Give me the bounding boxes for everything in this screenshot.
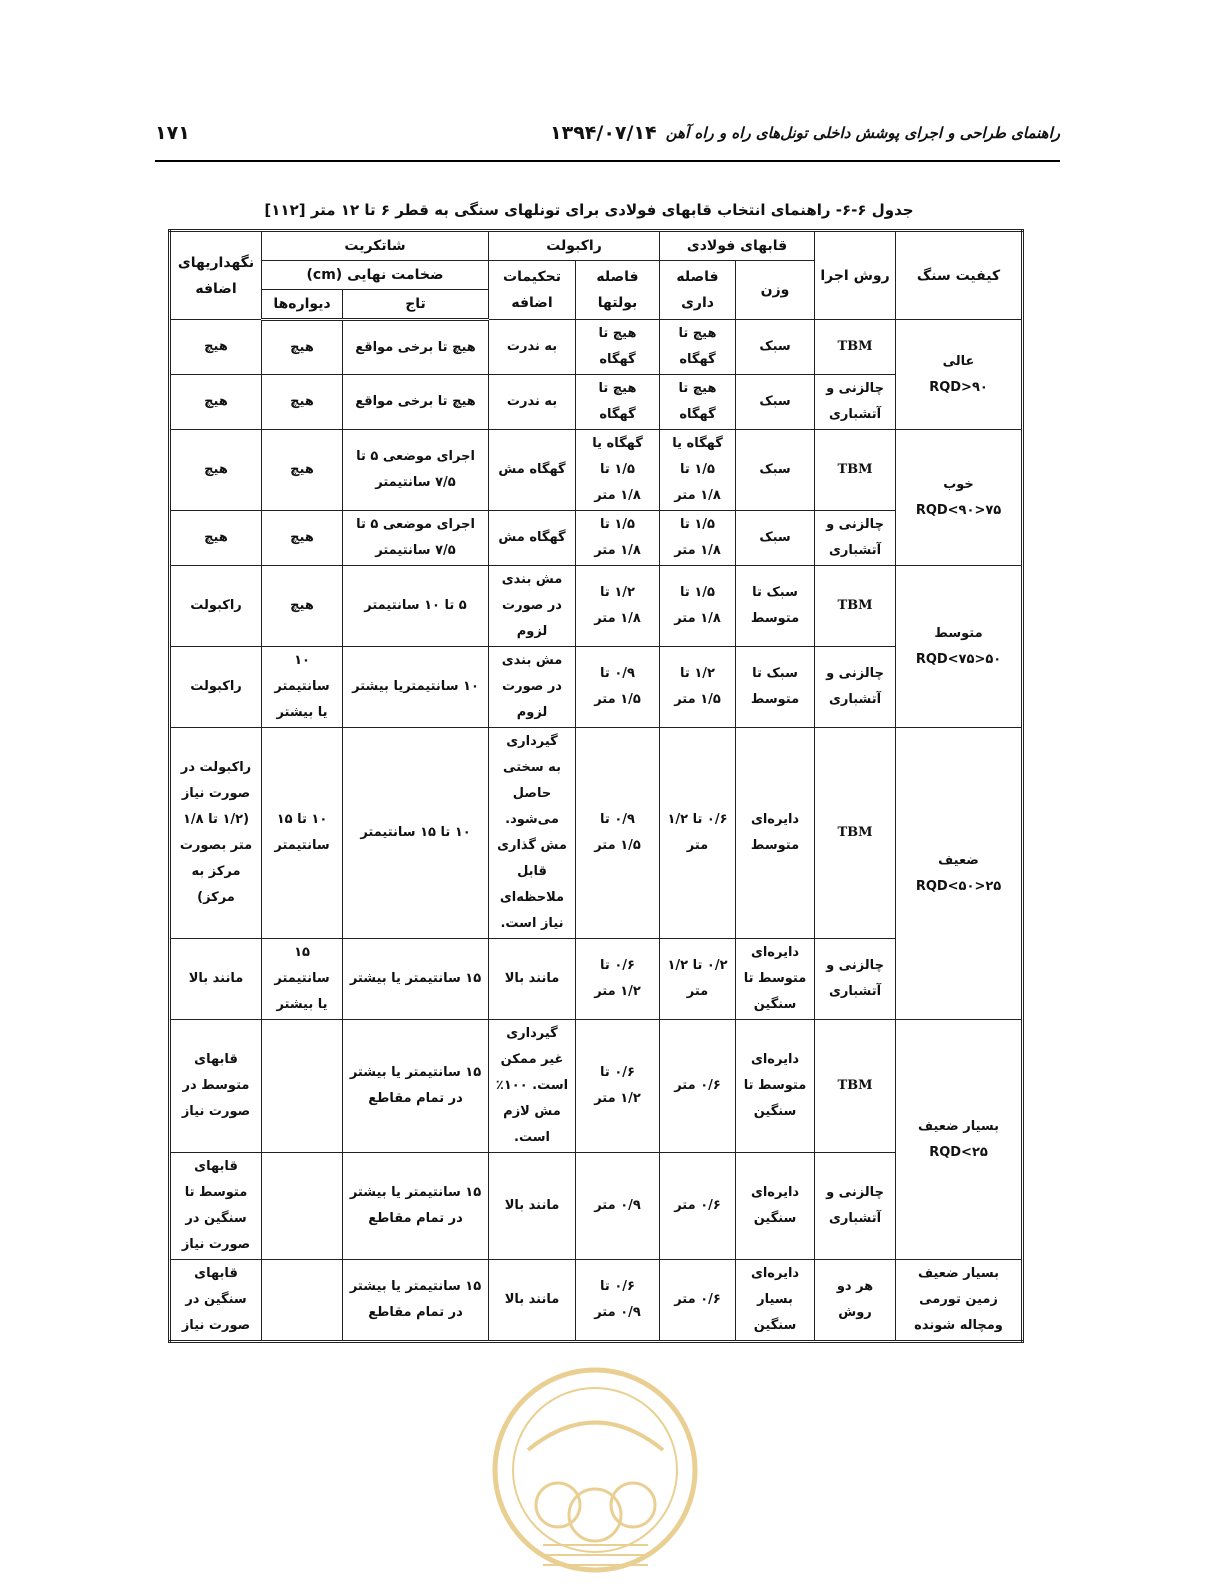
rock-quality-cell: بسیار ضعیف RQD<۲۵ (896, 1020, 1023, 1260)
rock-quality-cell: متوسط ۵۰<RQD<۷۵ (896, 566, 1023, 728)
table-row (170, 430, 1023, 511)
additional-support-cell: راکبولت (170, 647, 262, 728)
table-row (170, 647, 1023, 728)
spacing-cell: ۱/۲ تا ۱/۵ متر (660, 647, 736, 728)
weight-cell: دایره‌ای بسیار سنگین (736, 1260, 815, 1342)
extra-reinforcement-cell: گهگاه مش (489, 511, 576, 566)
additional-support-cell: هیچ (170, 430, 262, 511)
spacing-cell: ۱/۵ تا ۱/۸ متر (660, 566, 736, 647)
additional-support-cell: قابهای سنگین در صورت نیاز (170, 1260, 262, 1342)
extra-reinforcement-cell: به ندرت (489, 375, 576, 430)
walls-cell: ۱۰ سانتیمتر یا بیشتر (262, 647, 343, 728)
weight-cell: دایره‌ای سنگین (736, 1153, 815, 1260)
bolt-spacing-cell: گهگاه یا ۱/۵ تا ۱/۸ متر (576, 430, 660, 511)
table-row (170, 1260, 1023, 1342)
crown-cell: هیچ تا برخی مواقع (343, 375, 489, 430)
page-header (155, 120, 1060, 160)
method-cell: چالزنی و آتشباری (815, 511, 896, 566)
header-shotcrete: شاتکریت (262, 231, 489, 261)
extra-reinforcement-cell: مانند بالا (489, 939, 576, 1020)
method-cell: TBM (815, 430, 896, 511)
method-cell: چالزنی و آتشباری (815, 375, 896, 430)
extra-reinforcement-cell: مش بندی در صورت لزوم (489, 647, 576, 728)
bolt-spacing-cell: ۰/۶ تا ۰/۹ متر (576, 1260, 660, 1342)
bolt-spacing-cell: هیچ تا گهگاه (576, 320, 660, 375)
header-final-thickness: ضخامت نهایی (cm) (262, 261, 489, 290)
crown-cell: اجرای موضعی ۵ تا ۷/۵ سانتیمتر (343, 430, 489, 511)
method-cell: TBM (815, 1020, 896, 1153)
rock-quality-cell: ضعیف ۲۵<RQD<۵۰ (896, 728, 1023, 1020)
spacing-cell: ۰/۶ متر (660, 1260, 736, 1342)
table-row (170, 511, 1023, 566)
additional-support-cell: راکبولت در صورت نیاز (۱/۲ تا ۱/۸ متر بصورت مرکز به مرکز) (170, 728, 262, 939)
additional-support-cell: هیچ (170, 320, 262, 375)
extra-reinforcement-cell: گیرداری به سختی حاصل می‌شود. مش گذاری قابل ملاحظه‌ای نیاز است. (489, 728, 576, 939)
header-rock-quality: کیفیت سنگ (896, 231, 1023, 320)
table-row (170, 1153, 1023, 1260)
crown-cell: ۱۰ تا ۱۵ سانتیمتر (343, 728, 489, 939)
extra-reinforcement-cell: مانند بالا (489, 1260, 576, 1342)
page-number: ۱۷۱ (155, 122, 190, 144)
additional-support-cell: هیچ (170, 375, 262, 430)
additional-support-cell: مانند بالا (170, 939, 262, 1020)
bolt-spacing-cell: ۰/۶ تا ۱/۲ متر (576, 1020, 660, 1153)
table-row (170, 728, 1023, 939)
header-rockbolt: راکبولت (489, 231, 660, 261)
weight-cell: دایره‌ای متوسط (736, 728, 815, 939)
rock-quality-cell: خوب ۷۵<RQD<۹۰ (896, 430, 1023, 566)
table-caption: جدول ۶-۶- راهنمای انتخاب قابهای فولادی برای تونلهای سنگی به قطر ۶ تا ۱۲ متر [۱۱۲] (264, 201, 914, 219)
spacing-cell: ۰/۲ تا ۱/۲ متر (660, 939, 736, 1020)
method-cell: TBM (815, 566, 896, 647)
walls-cell: هیچ (262, 320, 343, 375)
method-cell: چالزنی و آتشباری (815, 1153, 896, 1260)
spacing-cell: هیچ تا گهگاه (660, 320, 736, 375)
table-row (170, 320, 1023, 375)
header-weight: وزن (736, 261, 815, 320)
spacing-cell: گهگاه یا ۱/۵ تا ۱/۸ متر (660, 430, 736, 511)
crown-cell: ۱۵ سانتیمتر یا بیشتر (343, 939, 489, 1020)
walls-cell: هیچ (262, 511, 343, 566)
spacing-cell: ۰/۶ متر (660, 1153, 736, 1260)
weight-cell: سبک تا متوسط (736, 647, 815, 728)
weight-cell: سبک تا متوسط (736, 566, 815, 647)
weight-cell: دایره‌ای متوسط تا سنگین (736, 1020, 815, 1153)
weight-cell: سبک (736, 375, 815, 430)
crown-cell: هیچ تا برخی مواقع (343, 320, 489, 375)
spacing-cell: ۱/۵ تا ۱/۸ متر (660, 511, 736, 566)
bolt-spacing-cell: ۰/۹ متر (576, 1153, 660, 1260)
additional-support-cell: قابهای متوسط تا سنگین در صورت نیاز (170, 1153, 262, 1260)
document-title: راهنمای طراحی و اجرای پوشش داخلی تونل‌های راه و راه آهن (665, 124, 1060, 142)
bolt-spacing-cell: ۱/۵ تا ۱/۸ متر (576, 511, 660, 566)
header-divider (155, 160, 1060, 162)
header-crown: تاج (343, 290, 489, 320)
crown-cell: ۱۵ سانتیمتر یا بیشتر در تمام مقاطع (343, 1260, 489, 1342)
walls-cell: هیچ (262, 375, 343, 430)
walls-cell (262, 1260, 343, 1342)
header-additional-support: نگهداریهای اضافه (170, 231, 262, 320)
weight-cell: دایره‌ای متوسط تا سنگین (736, 939, 815, 1020)
extra-reinforcement-cell: گیرداری غیر ممکن است. ۱۰۰٪ مش لازم است. (489, 1020, 576, 1153)
document-date: ۱۳۹۴/۰۷/۱۴ (550, 122, 657, 144)
table-row (170, 939, 1023, 1020)
bolt-spacing-cell: ۱/۲ تا ۱/۸ متر (576, 566, 660, 647)
crown-cell: ۱۵ سانتیمتر یا بیشتر در تمام مقاطع (343, 1020, 489, 1153)
additional-support-cell: قابهای متوسط در صورت نیاز (170, 1020, 262, 1153)
bolt-spacing-cell: ۰/۹ تا ۱/۵ متر (576, 728, 660, 939)
table-row (170, 375, 1023, 430)
extra-reinforcement-cell: مانند بالا (489, 1153, 576, 1260)
walls-cell: هیچ (262, 430, 343, 511)
publisher-seal-watermark (488, 1355, 703, 1584)
weight-cell: سبک (736, 511, 815, 566)
additional-support-cell: هیچ (170, 511, 262, 566)
walls-cell (262, 1153, 343, 1260)
table-row (170, 566, 1023, 647)
rock-quality-cell: عالی RQD>۹۰ (896, 320, 1023, 430)
header-spacing: فاصله داری (660, 261, 736, 320)
steel-sets-guide-table (168, 229, 1024, 1343)
method-cell: چالزنی و آتشباری (815, 939, 896, 1020)
method-cell: هر دو روش (815, 1260, 896, 1342)
extra-reinforcement-cell: گهگاه مش (489, 430, 576, 511)
method-cell: TBM (815, 320, 896, 375)
crown-cell: ۵ تا ۱۰ سانتیمتر (343, 566, 489, 647)
method-cell: TBM (815, 728, 896, 939)
spacing-cell: هیچ تا گهگاه (660, 375, 736, 430)
header-method: روش اجرا (815, 231, 896, 320)
extra-reinforcement-cell: مش بندی در صورت لزوم (489, 566, 576, 647)
crown-cell: ۱۵ سانتیمتر یا بیشتر در تمام مقاطع (343, 1153, 489, 1260)
table-row (170, 1020, 1023, 1153)
bolt-spacing-cell: ۰/۹ تا ۱/۵ متر (576, 647, 660, 728)
table-body (170, 320, 1023, 1342)
walls-cell (262, 1020, 343, 1153)
crown-cell: ۱۰ سانتیمتریا بیشتر (343, 647, 489, 728)
bolt-spacing-cell: ۰/۶ تا ۱/۲ متر (576, 939, 660, 1020)
walls-cell: ۱۵ سانتیمتر یا بیشتر (262, 939, 343, 1020)
walls-cell: هیچ (262, 566, 343, 647)
additional-support-cell: راکبولت (170, 566, 262, 647)
rock-quality-cell: بسیار ضعیف زمین تورمی ومچاله شونده (896, 1260, 1023, 1342)
walls-cell: ۱۰ تا ۱۵ سانتیمتر (262, 728, 343, 939)
extra-reinforcement-cell: به ندرت (489, 320, 576, 375)
weight-cell: سبک (736, 320, 815, 375)
method-cell: چالزنی و آتشباری (815, 647, 896, 728)
crown-cell: اجرای موضعی ۵ تا ۷/۵ سانتیمتر (343, 511, 489, 566)
header-walls: دیواره‌ها (262, 290, 343, 320)
spacing-cell: ۰/۶ متر (660, 1020, 736, 1153)
spacing-cell: ۰/۶ تا ۱/۲ متر (660, 728, 736, 939)
header-steel-sets: قابهای فولادی (660, 231, 815, 261)
bolt-spacing-cell: هیچ تا گهگاه (576, 375, 660, 430)
header-bolt-spacing: فاصله بولتها (576, 261, 660, 320)
weight-cell: سبک (736, 430, 815, 511)
header-extra-reinforcement: تحکیمات اضافه (489, 261, 576, 320)
